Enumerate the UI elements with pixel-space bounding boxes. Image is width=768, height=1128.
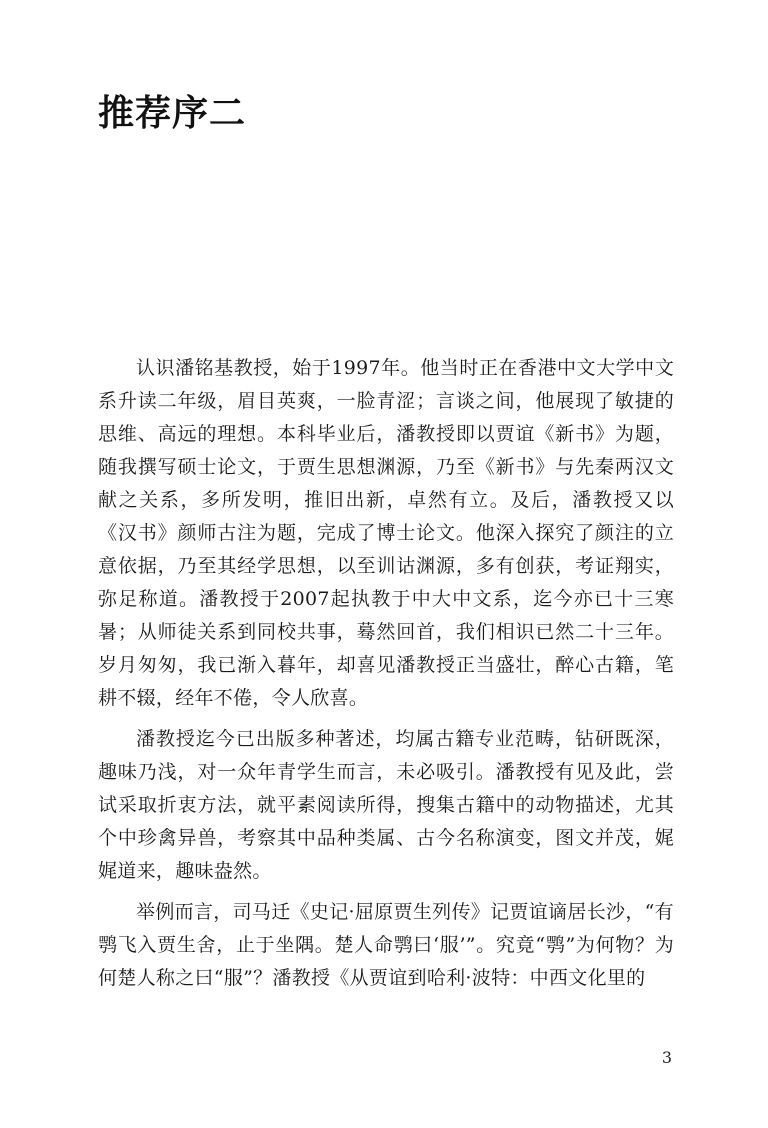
body-text bbox=[98, 352, 674, 1003]
paragraph-3: 举例而言，司马迁《史记·屈原贾生列传》记贾谊谪居长沙，“有鹗飞入贾生舍，止于坐隅。楚人命鹗曰‘服’”。究竟“鹗”为何物？为何楚人称之曰“服”？潘教授《从贾谊到哈利·波特：中西文化里的 bbox=[98, 901, 674, 989]
paragraph-2: 潘教授迄今已出版多种著述，均属古籍专业范畴，钻研既深，趣味乃浅，对一众年青学生而言，未必吸引。潘教授有见及此，尝试采取折衷方法，就平素阅读所得，搜集古籍中的动物描述，尤其个中珍禽异兽，考察其中品种类属、古今名称演变，图文并茂，娓娓道来，趣味盎然。 bbox=[98, 728, 674, 882]
page-number: 3 bbox=[661, 1048, 672, 1067]
page-title: 推荐序二 bbox=[98, 92, 247, 134]
paragraph-1: 认识潘铭基教授，始于1997年。他当时正在香港中文大学中文系升读二年级，眉目英爽，一脸青涩；言谈之间，他展现了敏捷的思维、高远的理想。本科毕业后，潘教授即以贾谊《新书》为题，随我撰写硕士论文，于贾生思想渊源，乃至《新书》与先秦两汉文献之关系，多所发明，推旧出新，卓然有立。及后，潘教授又以《汉书》颜师古注为题，完成了博士论文。他深入探究了颜注的立意依据，乃至其经学思想，以至训诂渊源，多有创获，考证翔实，弥足称道。潘教授于2007起执教于中大中文系，迄今亦已十三寒暑；从师徒关系到同校共事，蓦然回首，我们相识已然二十三年。岁月匆匆，我已渐入暮年，却喜见潘教授正当盛壮，醉心古籍，笔耕不辍，经年不倦，令人欣喜。 bbox=[98, 357, 674, 709]
